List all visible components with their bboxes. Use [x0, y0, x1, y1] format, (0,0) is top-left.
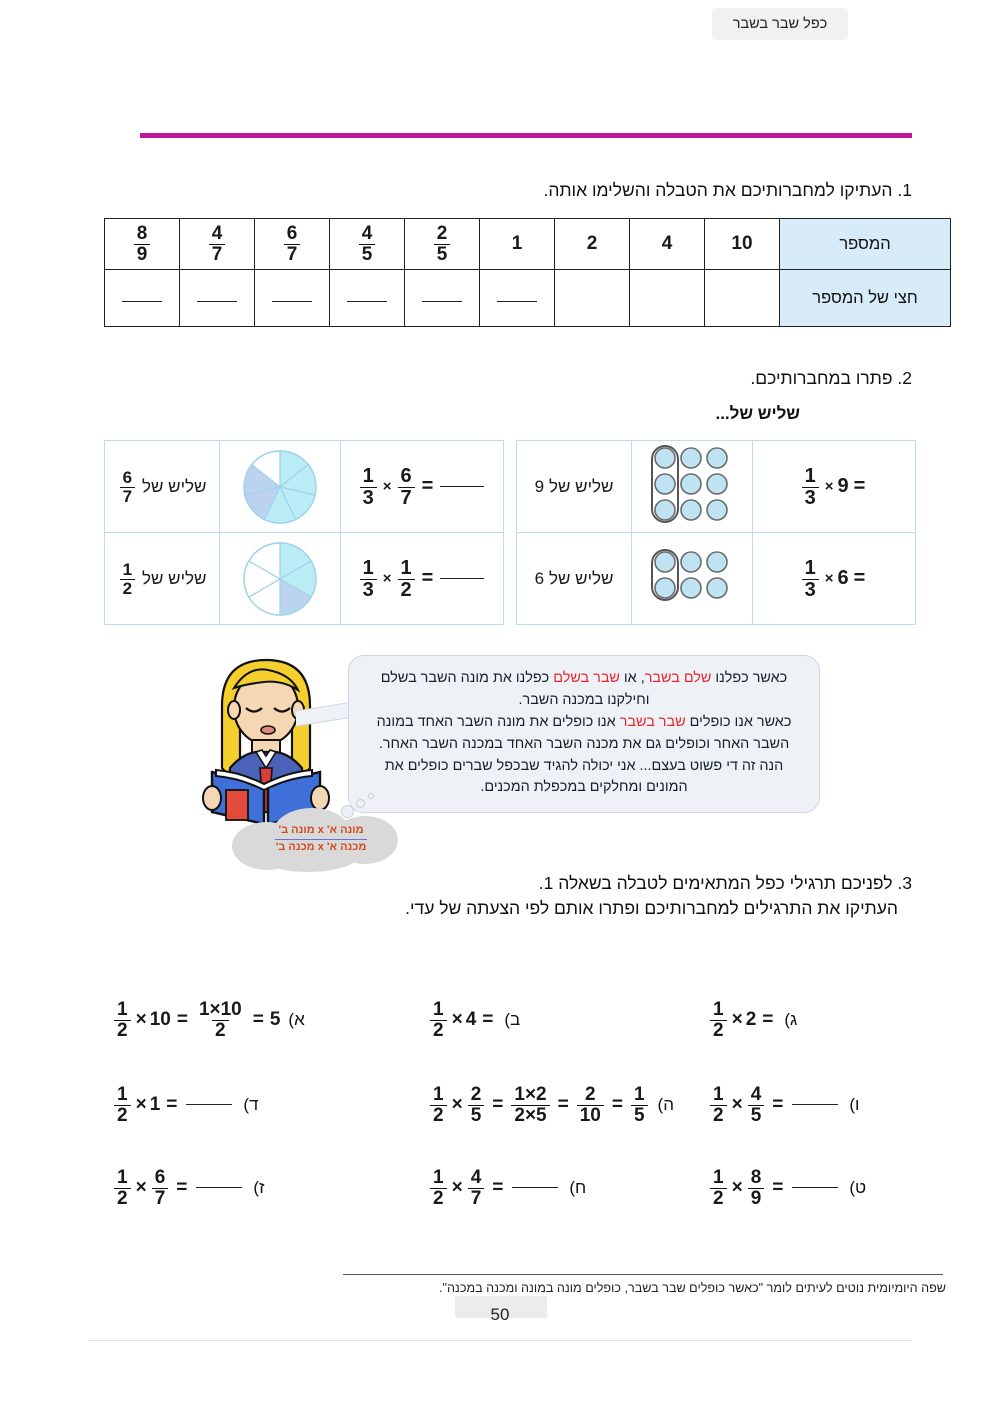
operand: 1 [149, 1094, 161, 1115]
exercise-expression [708, 1168, 841, 1208]
fraction-denominator: 9 [748, 1188, 765, 1208]
fraction [710, 1168, 727, 1208]
fraction-numerator: 8 [750, 1167, 762, 1188]
bubble-highlight: שבר בשלם [553, 670, 620, 686]
cell-expression[interactable] [341, 441, 504, 533]
exercise-tag: ו) [849, 1095, 860, 1114]
numbers-table [104, 218, 951, 327]
table-cell-answer[interactable] [705, 270, 780, 327]
fraction [120, 469, 135, 505]
fraction-numerator: 1 [117, 1167, 128, 1188]
multiply-sign: × [451, 1009, 463, 1030]
dot [655, 578, 675, 598]
answer-blank-line [440, 486, 484, 488]
dot [655, 500, 675, 520]
equals-sign: = [772, 1094, 784, 1115]
fraction [802, 466, 819, 508]
cell-visual [220, 441, 341, 533]
fraction [430, 1168, 447, 1208]
fraction-denominator: 2 [710, 1020, 727, 1040]
multiply-sign: × [382, 478, 392, 495]
fraction-denominator: 2×5 [511, 1105, 549, 1125]
table-cell-answer[interactable] [180, 270, 255, 327]
fraction-numerator: 1 [633, 1084, 645, 1105]
multiply-sign: × [382, 570, 392, 587]
expression [800, 558, 869, 600]
table-row [105, 533, 504, 625]
fraction-numerator: 1 [400, 556, 412, 579]
table-cell-answer[interactable] [405, 270, 480, 327]
label-prefix: שליש של [549, 568, 614, 588]
multiply-sign: × [451, 1177, 463, 1198]
fraction-denominator: 7 [398, 487, 415, 508]
table-cell-number [405, 219, 480, 270]
bubble-paragraph-2 [365, 712, 803, 756]
answer-blank-line [497, 301, 537, 303]
operand: 4 [465, 1009, 477, 1030]
table-cell-number [480, 219, 555, 270]
table-label-half: חצי של המספר [780, 270, 951, 327]
footnote-divider [343, 1274, 943, 1275]
cell-visual [220, 533, 341, 625]
fraction [430, 1000, 447, 1040]
answer-blank-line [186, 1104, 232, 1106]
fraction-numerator: 1 [713, 999, 724, 1020]
table-cell-answer[interactable] [630, 270, 705, 327]
dot [681, 552, 701, 572]
fraction [468, 1168, 485, 1208]
fraction [360, 466, 377, 508]
fraction [114, 1000, 131, 1040]
table-label-number: המספר [780, 219, 951, 270]
answer-blank-line [197, 301, 237, 303]
fraction-numerator: 6 [400, 464, 412, 487]
bubble-text: , או [619, 670, 645, 686]
multiply-sign: × [135, 1009, 147, 1030]
fraction [398, 466, 415, 508]
exercise-expression [428, 1085, 650, 1125]
fraction [468, 1085, 485, 1125]
bubble-text: כאשר כפלנו [711, 670, 788, 686]
dot [655, 448, 675, 468]
equals-sign: = [853, 475, 866, 497]
question-3-heading [0, 873, 912, 894]
cell-value: 10 [731, 233, 753, 254]
cell-value: 2 [586, 233, 598, 254]
dot [681, 578, 701, 598]
label [118, 469, 207, 505]
fraction-numerator: 1×2 [514, 1084, 547, 1105]
table-cell-number [330, 219, 405, 270]
equals-sign: = [853, 567, 866, 589]
fraction-numerator: 6 [286, 223, 298, 244]
footnote-text: שפה היומיומית נוטים לעיתים לומר "כאשר כופלים שבר בשבר, כופלים מונה במונה ומכנה במכנה". [438, 1281, 946, 1295]
exercise-item[interactable] [428, 1168, 586, 1208]
equals-sign: = [176, 1177, 188, 1198]
dot [707, 552, 727, 572]
dot [655, 474, 675, 494]
equals-sign: = [557, 1094, 569, 1115]
cell-expression[interactable] [341, 533, 504, 625]
fraction [631, 1085, 648, 1125]
fraction-numerator: 8 [136, 223, 148, 244]
table-row-half [105, 270, 951, 327]
operand: 9 [837, 475, 849, 497]
question-2-subtitle: שליש של... [715, 404, 800, 423]
cell-visual [632, 533, 753, 625]
bubble-paragraph-3: הנה זה די פשוט בעצם... אני יכולה להגיד שבכפל שברים כופלים את המונים ומחלקים במכפלת המכנים. [384, 757, 784, 796]
exercise-expression [708, 1085, 841, 1125]
fraction-denominator: 2 [398, 579, 415, 600]
exercise-expression [708, 1000, 776, 1040]
expression [800, 466, 869, 508]
fraction-denominator: 7 [120, 487, 135, 505]
fraction-denominator: 7 [209, 244, 226, 264]
fraction [359, 224, 376, 264]
exercise-tag: ז) [253, 1178, 265, 1197]
fraction [710, 1085, 727, 1125]
page-number: 50 [490, 1305, 510, 1324]
equals-sign: = [772, 1177, 784, 1198]
equals-sign: = [611, 1094, 623, 1115]
fraction [802, 558, 819, 600]
answer-blank-line [792, 1104, 838, 1106]
fraction [134, 224, 151, 264]
exercise-tag: ח) [569, 1178, 587, 1197]
multiply-sign: × [824, 478, 834, 495]
cell-value: 1 [511, 233, 523, 254]
exercise-tag: א) [288, 1010, 305, 1029]
cloud-formula-numerator: מונה א' x מונה ב' [275, 824, 366, 840]
table-cell-answer[interactable] [255, 270, 330, 327]
fraction-denominator: 2 [212, 1020, 229, 1040]
table-cell-answer[interactable] [480, 270, 555, 327]
cell-label [105, 441, 220, 533]
equals-sign: = [252, 1009, 264, 1030]
header-title-tab [712, 8, 848, 40]
fraction [577, 1085, 604, 1125]
equals-sign: = [176, 1009, 188, 1030]
label-prefix: שליש של [142, 476, 207, 496]
fraction-numerator: 1 [713, 1167, 724, 1188]
speech-bubble [348, 655, 820, 813]
fraction-numerator: 1 [117, 1084, 128, 1105]
cell-label [517, 441, 632, 533]
fraction-denominator: 2 [114, 1188, 131, 1208]
answer-blank-line [347, 301, 387, 303]
label-prefix: שליש של [142, 568, 207, 588]
dot [707, 578, 727, 598]
fraction-denominator: 10 [577, 1105, 604, 1125]
label [535, 569, 614, 589]
fraction-numerator: 4 [361, 223, 373, 244]
fraction [209, 224, 226, 264]
bubble-highlight: שבר בשבר [619, 713, 686, 730]
thirds-of-wholes-table [516, 440, 916, 625]
cloud-formula [228, 806, 414, 872]
cell-expression[interactable] [753, 533, 916, 625]
result-value: 5 [269, 1009, 281, 1030]
expression [358, 466, 487, 508]
fraction-numerator: 2 [436, 223, 448, 244]
question-2-number: 2. [897, 368, 912, 388]
question-2-text: פתרו במחברותיכם. [750, 368, 893, 388]
answer-blank-line [196, 1187, 242, 1189]
fraction-denominator: 5 [468, 1105, 485, 1125]
fraction-denominator: 5 [631, 1105, 648, 1125]
fraction-numerator: 1 [117, 999, 128, 1020]
operand: 10 [149, 1009, 171, 1030]
table-cell-answer[interactable] [330, 270, 405, 327]
equals-sign: = [482, 1009, 494, 1030]
pie-chart-icon [238, 445, 322, 529]
table-cell-number [555, 219, 630, 270]
exercise-expression [428, 1000, 496, 1040]
exercise-tag: ה) [657, 1095, 674, 1114]
bubble-highlight: שלם בשבר [644, 670, 712, 686]
exercise-item[interactable] [428, 1085, 674, 1125]
fraction-denominator: 5 [748, 1105, 765, 1125]
answer-blank-line [792, 1187, 838, 1189]
dot [655, 552, 675, 572]
multiply-sign: × [135, 1094, 147, 1115]
fraction [114, 1168, 131, 1208]
cloud-formula-denominator: מכנה א' x מכנה ב' [275, 840, 367, 853]
dot [681, 500, 701, 520]
multiply-sign: × [731, 1094, 743, 1115]
table-row-numbers [105, 219, 951, 270]
fraction-numerator: 1 [362, 464, 374, 487]
multiply-sign: × [731, 1009, 743, 1030]
fraction-numerator: 1 [433, 1167, 444, 1188]
fraction-denominator: 2 [114, 1020, 131, 1040]
exercise-item[interactable] [112, 1000, 305, 1040]
operand: 2 [745, 1009, 757, 1030]
cell-expression[interactable] [753, 441, 916, 533]
fraction-numerator: 6 [122, 467, 133, 487]
exercise-expression [112, 1085, 235, 1125]
dot-array-icon [649, 548, 735, 610]
fraction-denominator: 2 [710, 1105, 727, 1125]
exercise-tag: ב) [504, 1010, 521, 1029]
fraction [511, 1085, 549, 1125]
thirds-of-fractions-table [104, 440, 504, 625]
dot [681, 474, 701, 494]
fraction [152, 1168, 169, 1208]
label [118, 561, 207, 597]
dot [707, 448, 727, 468]
equals-sign: = [762, 1009, 774, 1030]
answer-blank-line [272, 301, 312, 303]
table-row [517, 441, 916, 533]
question-1-heading [0, 180, 912, 201]
dot [707, 474, 727, 494]
fraction-denominator: 5 [359, 244, 376, 264]
fraction [748, 1168, 765, 1208]
fraction [398, 558, 415, 600]
table-row [517, 533, 916, 625]
exercise-expression [112, 1168, 245, 1208]
fraction [710, 1000, 727, 1040]
exercise-item[interactable] [112, 1168, 265, 1208]
bubble-paragraph-1 [365, 668, 803, 712]
bottom-divider [88, 1340, 912, 1341]
fraction-denominator: 3 [802, 487, 819, 508]
cell-label [105, 533, 220, 625]
bubble-text: אנו כופלים את מונה השבר האחד במונה השבר האחר וכופלים גם את מכנה השבר האחד במכנה השבר האחר. [376, 713, 790, 752]
exercise-tag: ג) [784, 1010, 798, 1029]
exercise-expression [112, 1000, 280, 1040]
fraction-denominator: 2 [114, 1105, 131, 1125]
question-2-heading [0, 368, 912, 389]
table-row [105, 441, 504, 533]
exercise-tag: ט) [849, 1178, 867, 1197]
header-title-text: כפל שבר בשבר [732, 16, 828, 32]
fraction [114, 1085, 131, 1125]
exercise-item[interactable] [428, 1000, 520, 1040]
question-3-line2: העתיקו את התרגילים למחברותיכם ופתרו אותם לפי הצעתה של עדי. [405, 898, 898, 918]
fraction-numerator: 1 [433, 1084, 444, 1105]
fraction-denominator: 2 [120, 579, 135, 597]
table-cell-number [105, 219, 180, 270]
bubble-text: כאשר אנו כופלים [685, 713, 792, 730]
equals-sign: = [492, 1094, 504, 1115]
fraction-denominator: 7 [468, 1188, 485, 1208]
fraction [120, 561, 135, 597]
fraction-numerator: 1 [122, 559, 133, 579]
question-1-text: העתיקו למחברותיכם את הטבלה והשלימו אותה. [543, 180, 893, 200]
cell-value: 4 [661, 233, 673, 254]
fraction-denominator: 9 [134, 244, 151, 264]
operand: 6 [837, 567, 849, 589]
expression [358, 558, 487, 600]
fraction-numerator: 2 [585, 1084, 596, 1105]
fraction-numerator: 4 [470, 1167, 482, 1188]
fraction-denominator: 5 [434, 244, 451, 264]
fraction [434, 224, 451, 264]
girl-reading-illustration [178, 648, 354, 824]
exercise-item[interactable] [112, 1085, 258, 1125]
fraction-numerator: 1 [362, 556, 374, 579]
multiply-sign: × [824, 570, 834, 587]
cell-label [517, 533, 632, 625]
answer-blank-line [122, 301, 162, 303]
multiply-sign: × [731, 1177, 743, 1198]
dot-array-icon [649, 444, 735, 530]
pie-chart-icon [238, 537, 322, 621]
answer-blank-line [440, 578, 484, 580]
table-cell-number [180, 219, 255, 270]
bubble-dot-icon [368, 793, 374, 799]
table-cell-answer[interactable] [105, 270, 180, 327]
question-3-number: 3. [897, 873, 912, 893]
answer-blank-line [512, 1187, 558, 1189]
exercise-item[interactable] [708, 1085, 859, 1125]
fraction-denominator: 2 [710, 1188, 727, 1208]
fraction-numerator: 1 [433, 999, 444, 1020]
equals-sign: = [421, 567, 434, 589]
table-cell-number [255, 219, 330, 270]
fraction-numerator: 4 [211, 223, 223, 244]
fraction-denominator: 3 [802, 579, 819, 600]
fraction [196, 1000, 245, 1040]
dot [681, 448, 701, 468]
table-cell-number [630, 219, 705, 270]
question-1-number: 1. [897, 180, 912, 200]
question-3-line1: לפניכם תרגילי כפל המתאימים לטבלה בשאלה 1. [538, 873, 893, 893]
label [535, 477, 614, 497]
fraction-numerator: 6 [154, 1167, 166, 1188]
fraction-denominator: 2 [430, 1105, 447, 1125]
fraction [360, 558, 377, 600]
table-cell-answer[interactable] [555, 270, 630, 327]
multiply-sign: × [135, 1177, 147, 1198]
fraction-numerator: 1 [713, 1084, 724, 1105]
exercise-item[interactable] [708, 1000, 797, 1040]
fraction-denominator: 3 [360, 487, 377, 508]
fraction-numerator: 4 [750, 1084, 762, 1105]
bubble-text: כפלנו את מונה השבר בשלם וחילקנו במכנה השבר. [380, 670, 650, 708]
fraction [284, 224, 301, 264]
fraction-denominator: 2 [430, 1020, 447, 1040]
exercise-tag: ד) [243, 1095, 259, 1114]
fraction-numerator: 1 [804, 464, 816, 487]
label-prefix: שליש של [549, 476, 614, 496]
fraction [748, 1085, 765, 1125]
answer-blank-line [422, 301, 462, 303]
exercise-item[interactable] [708, 1168, 866, 1208]
equals-sign: = [421, 475, 434, 497]
equals-sign: = [492, 1177, 504, 1198]
dot [707, 500, 727, 520]
fraction-numerator: 1 [804, 556, 816, 579]
label-value: 9 [534, 476, 545, 496]
fraction-denominator: 3 [360, 579, 377, 600]
fraction-denominator: 2 [430, 1188, 447, 1208]
cell-visual [632, 441, 753, 533]
fraction-denominator: 7 [284, 244, 301, 264]
fraction-numerator: 1×10 [198, 999, 242, 1020]
fraction-numerator: 2 [470, 1084, 482, 1105]
multiply-sign: × [451, 1094, 463, 1115]
thought-cloud [228, 806, 414, 872]
table-cell-number [705, 219, 780, 270]
label-value: 6 [534, 568, 545, 588]
fraction [430, 1085, 447, 1125]
equals-sign: = [166, 1094, 178, 1115]
exercise-expression [428, 1168, 561, 1208]
fraction-denominator: 7 [152, 1188, 169, 1208]
accent-divider [140, 133, 912, 138]
